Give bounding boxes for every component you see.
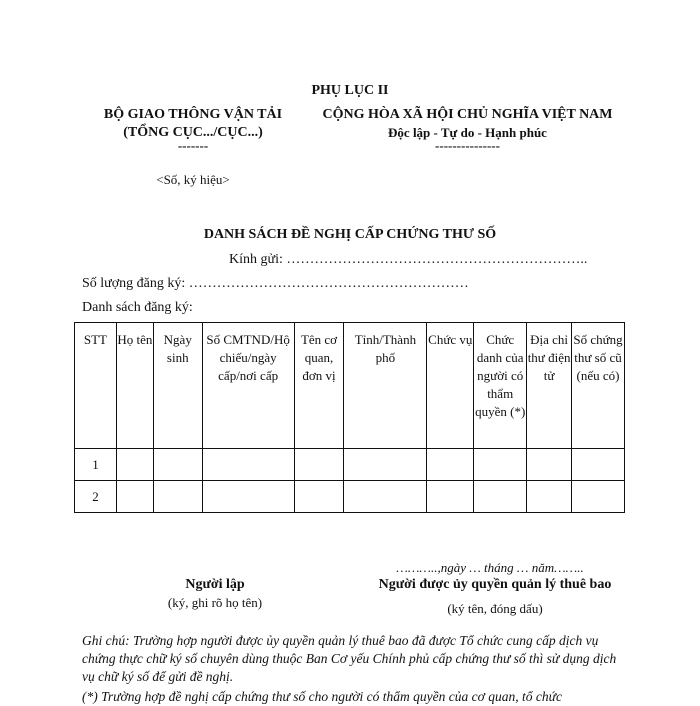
preparer-signature-note: (ký, ghi rõ họ tên)	[167, 595, 263, 610]
column-header-dia-chi-thu: Địa chỉ thư điện tử	[527, 323, 572, 449]
table-cell	[202, 481, 294, 513]
table-cell	[572, 481, 625, 513]
national-motto: Độc lập - Tự do - Hạnh phúc	[388, 125, 547, 140]
table-row	[75, 481, 625, 513]
table-cell	[527, 481, 572, 513]
authorized-manager-signature-note: (ký tên, đóng dấu)	[447, 601, 543, 616]
document-title: DANH SÁCH ĐỀ NGHỊ CẤP CHỨNG THƯ SỐ	[203, 227, 497, 242]
table-cell	[153, 481, 202, 513]
date-line: ………..,ngày … tháng … năm……..	[396, 560, 584, 575]
table-cell	[294, 449, 344, 481]
table-cell	[202, 449, 294, 481]
column-header-ngay-sinh: Ngày sinh	[153, 323, 202, 449]
ministry-name: BỘ GIAO THÔNG VẬN TẢI	[103, 107, 283, 122]
preparer-title: Người lập	[185, 577, 245, 592]
table-cell	[427, 481, 474, 513]
authorized-manager-title: Người được ủy quyền quản lý thuê bao	[378, 577, 612, 592]
table-cell: 1	[75, 449, 117, 481]
document-number: <Số, ký hiệu>	[156, 172, 230, 187]
column-header-chuc-vu: Chức vụ	[427, 323, 474, 449]
table-row	[75, 449, 625, 481]
table-cell	[527, 449, 572, 481]
left-header-rule: -------	[177, 138, 209, 153]
appendix-title: PHỤ LỤC II	[311, 83, 389, 98]
column-header-chuc-danh: Chức danh của người có thẩm quyền (*)	[474, 323, 527, 449]
table-cell	[572, 449, 625, 481]
column-header-ten-co-quan: Tên cơ quan, đơn vị	[294, 323, 344, 449]
nation-name: CỘNG HÒA XÃ HỘI CHỦ NGHĨA VIỆT NAM	[322, 107, 613, 122]
registration-count-line: Số lượng đăng ký: ……………………………………………………	[82, 276, 469, 291]
column-header-stt: STT	[75, 323, 117, 449]
footnote-asterisk: (*) Trường hợp đề nghị cấp chứng thư số cho người có thẩm quyền của cơ quan, tổ chức	[82, 689, 562, 704]
column-header-so-cmtnd: Số CMTND/Hộ chiếu/ngày cấp/nơi cấp	[202, 323, 294, 449]
registration-table	[74, 322, 625, 513]
column-header-ho-ten: Họ tên	[116, 323, 153, 449]
table-cell	[116, 449, 153, 481]
column-header-tinh-thanh-pho: Tỉnh/Thành phố	[344, 323, 427, 449]
table-cell: 2	[75, 481, 117, 513]
right-header-rule: ---------------	[435, 138, 500, 153]
table-cell	[344, 481, 427, 513]
sub-agency-name: (TỔNG CỤC.../CỤC...)	[123, 125, 263, 140]
table-cell	[116, 481, 153, 513]
table-header-row	[75, 323, 625, 449]
recipient-line: Kính gửi: ………………………………………………………..	[229, 252, 588, 267]
registration-list-label: Danh sách đăng ký:	[82, 300, 193, 315]
table-cell	[427, 449, 474, 481]
table-cell	[294, 481, 344, 513]
table-cell	[344, 449, 427, 481]
footnote-general: Ghi chú: Trường hợp người được ủy quyền quản lý thuê bao đã được Tổ chức cung cấp dịch vụ chứng thực chữ ký số chuyên dùng thuộc Ban Cơ yếu Chính phủ cấp chứng thư số thì sử dụng dịch vụ chữ ký số để gửi đề nghị.	[82, 633, 617, 684]
column-header-so-chung-thu: Số chứng thư số cũ (nếu có)	[572, 323, 625, 449]
table-cell	[153, 449, 202, 481]
table-cell	[474, 481, 527, 513]
table-cell	[474, 449, 527, 481]
